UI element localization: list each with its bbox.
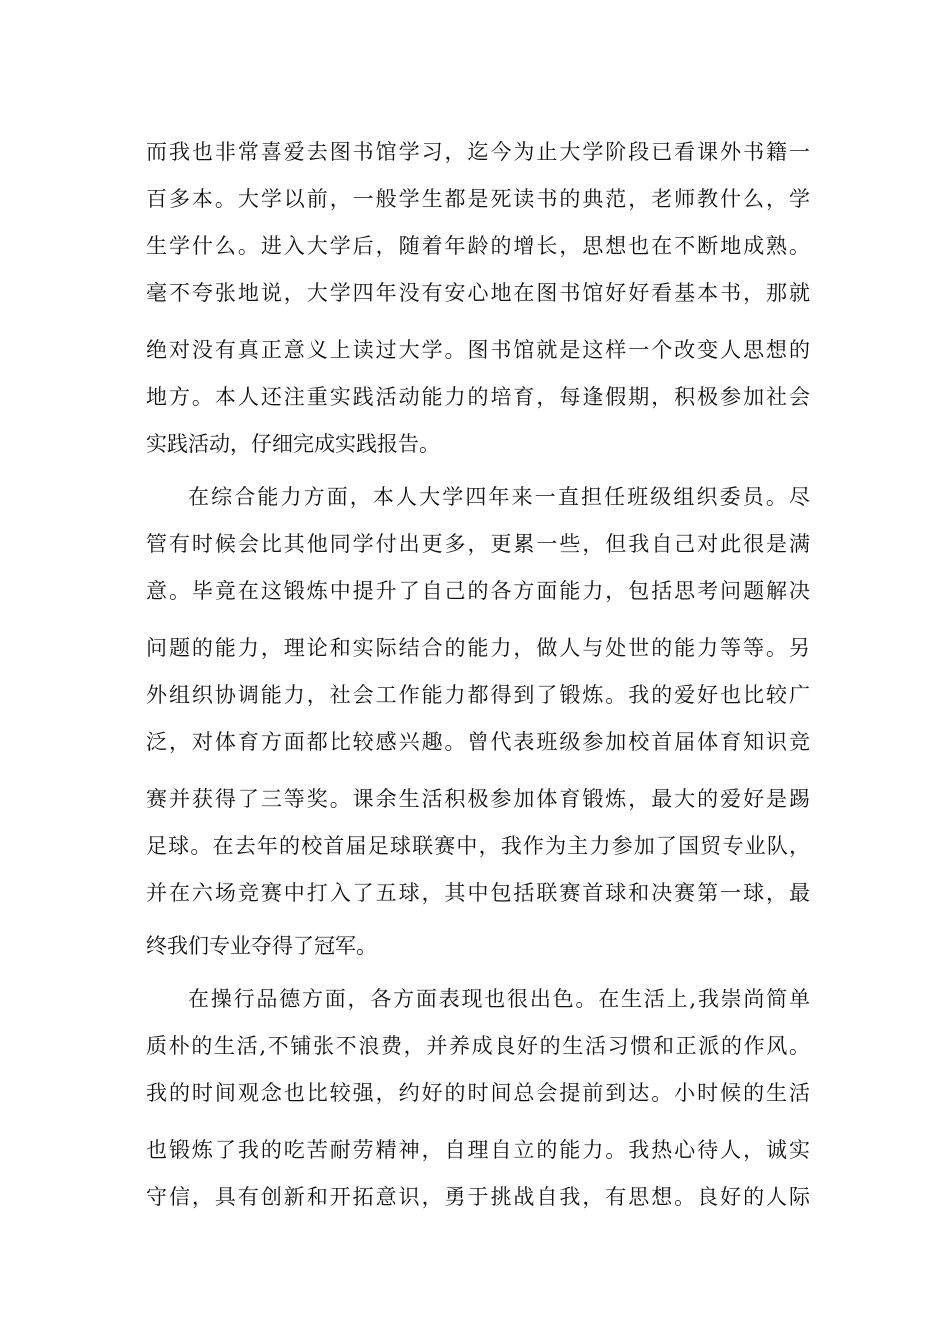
text-line: 并在六场竞赛中打入了五球，其中包括联赛首球和决赛第一球，最	[146, 881, 810, 905]
text-line: 守信，具有创新和开拓意识，勇于挑战自我，有思想。良好的人际	[146, 1185, 810, 1209]
paragraph-first-line: 在操行品德方面，各方面表现也很出色。在生活上,我崇尚简单	[188, 987, 810, 1011]
paragraph-first-line: 在综合能力方面，本人大学四年来一直担任班级组织委员。尽	[188, 485, 810, 509]
text-line: 赛并获得了三等奖。课余生活积极参加体育锻炼，最大的爱好是踢	[146, 787, 810, 811]
text-line: 外组织协调能力，社会工作能力都得到了锻炼。我的爱好也比较广	[146, 683, 810, 707]
text-line: 地方。本人还注重实践活动能力的培育，每逢假期，积极参加社会	[146, 385, 810, 409]
text-line: 也锻炼了我的吃苦耐劳精神，自理自立的能力。我热心待人，诚实	[146, 1138, 810, 1162]
text-line: 问题的能力，理论和实际结合的能力，做人与处世的能力等等。另	[146, 636, 810, 660]
text-line: 终我们专业夺得了冠军。	[146, 934, 377, 958]
text-line: 实践活动，仔细完成实践报告。	[146, 432, 440, 456]
text-line: 管有时候会比其他同学付出更多，更累一些，但我自己对此很是满	[146, 532, 810, 556]
text-line: 百多本。大学以前，一般学生都是死读书的典范，老师教什么，学	[146, 187, 810, 211]
text-line: 我的时间观念也比较强，约好的时间总会提前到达。小时候的生活	[146, 1081, 810, 1105]
text-line: 绝对没有真正意义上读过大学。图书馆就是这样一个改变人思想的	[146, 338, 810, 362]
text-line: 质朴的生活,不铺张不浪费，并养成良好的生活习惯和正派的作风。	[146, 1034, 810, 1058]
text-line: 足球。在去年的校首届足球联赛中，我作为主力参加了国贸专业队，	[146, 834, 810, 858]
text-line: 泛，对体育方面都比较感兴趣。曾代表班级参加校首届体育知识竞	[146, 730, 810, 754]
text-line: 意。毕竟在这锻炼中提升了自己的各方面能力，包括思考问题解决	[146, 579, 810, 603]
text-line: 而我也非常喜爱去图书馆学习，迄今为止大学阶段已看课外书籍一	[146, 140, 810, 164]
text-line: 生学什么。进入大学后，随着年龄的增长，思想也在不断地成熟。	[146, 234, 810, 258]
text-line: 毫不夸张地说，大学四年没有安心地在图书馆好好看基本书，那就	[146, 281, 810, 305]
